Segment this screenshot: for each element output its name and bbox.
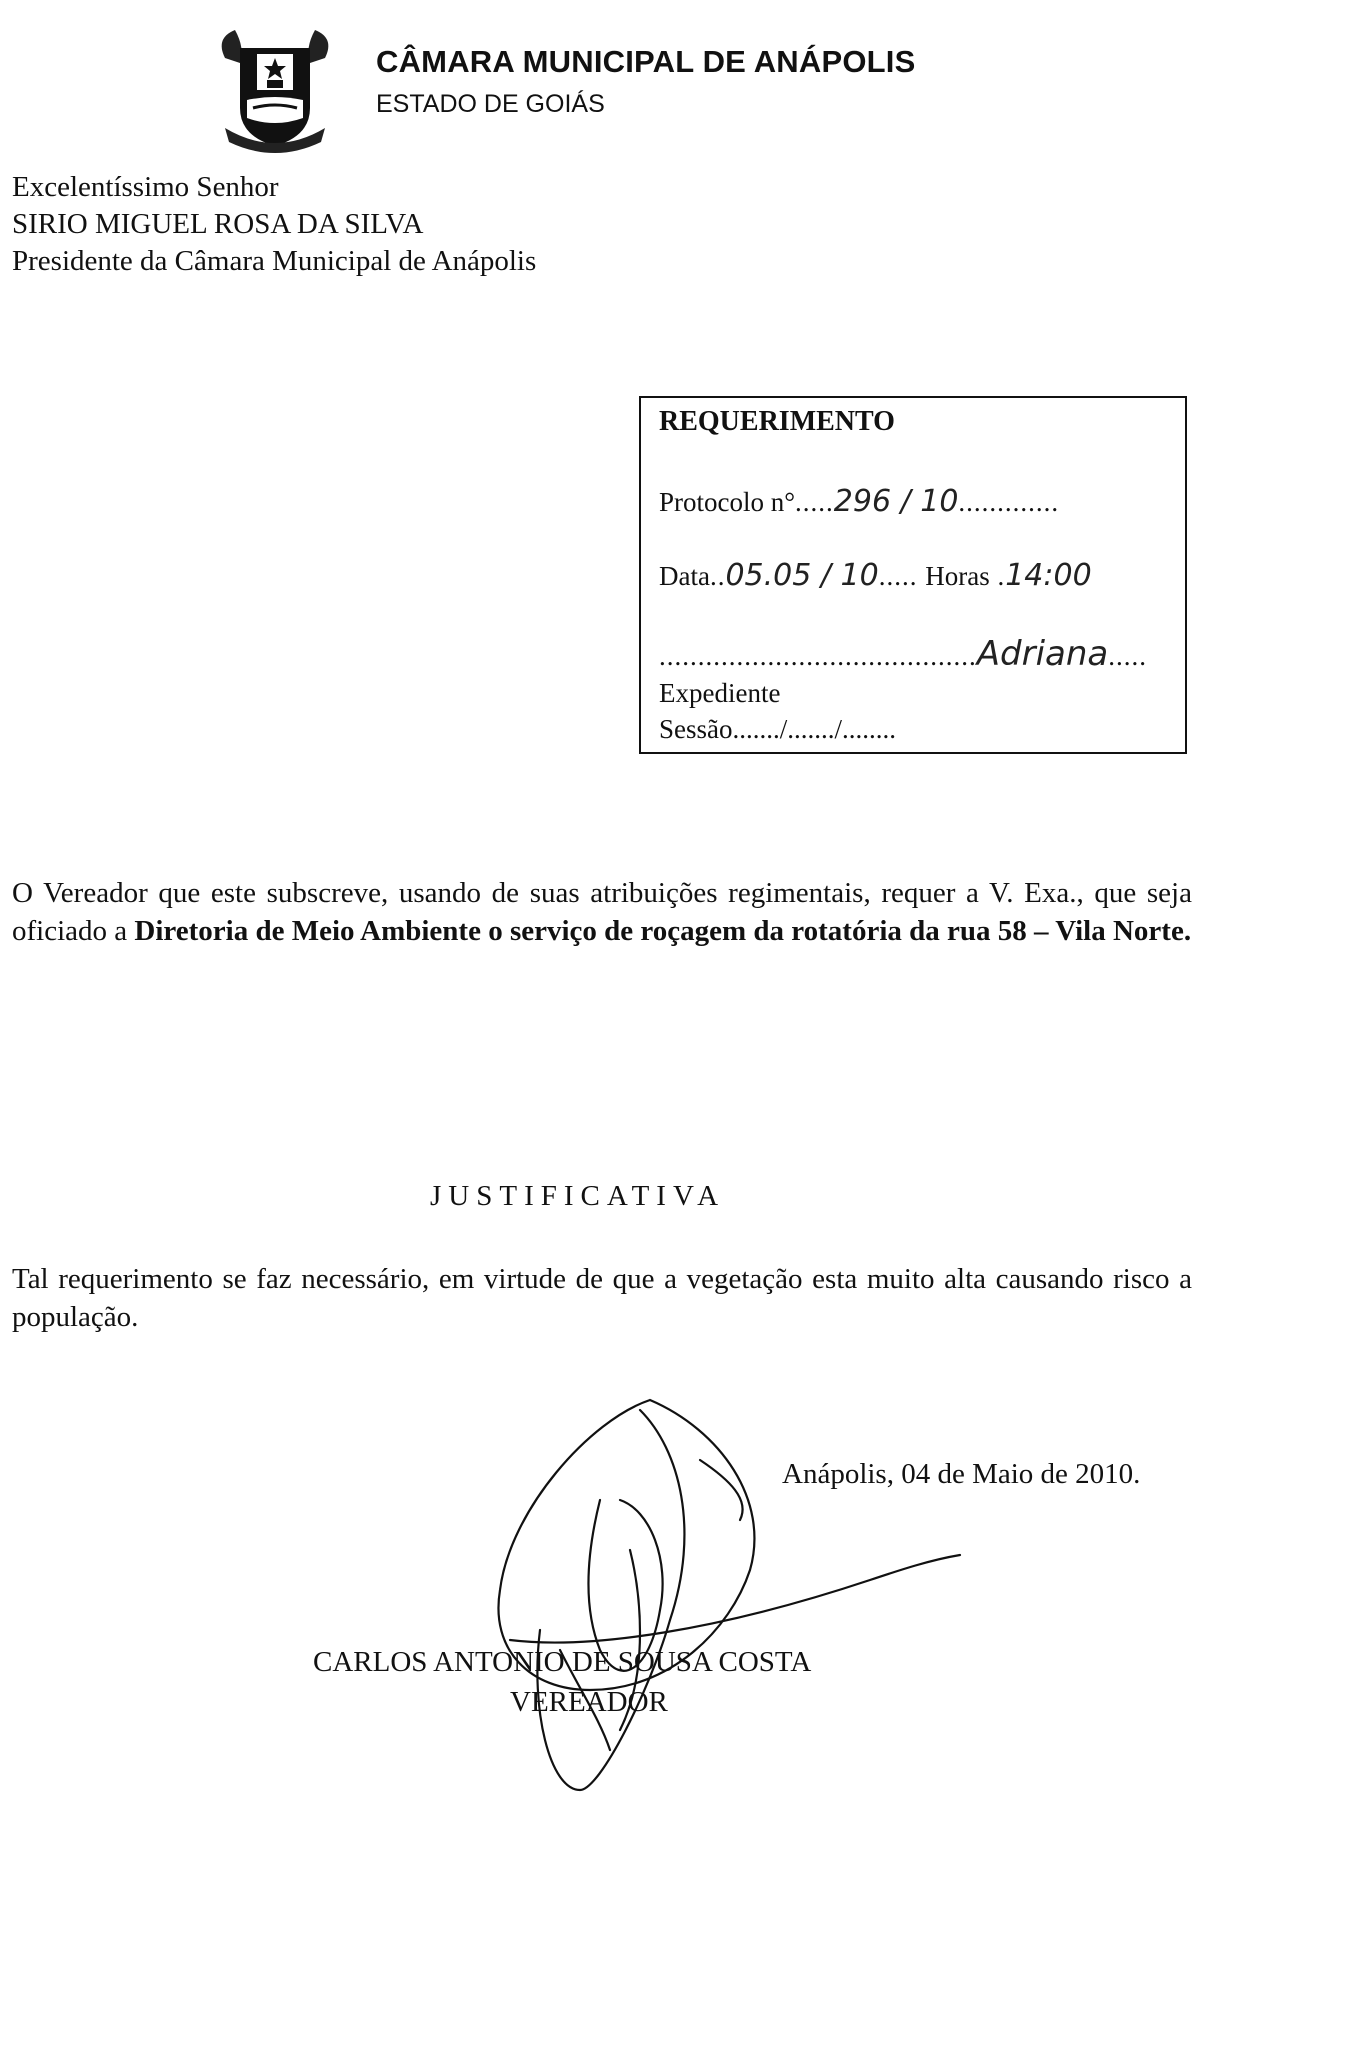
expediente-label: Expediente [659,678,781,708]
receiver-signature: Adriana [976,634,1109,674]
state-name: ESTADO DE GOIÁS [376,90,605,118]
salutation: Excelentíssimo Senhor [12,171,279,203]
protocol-stamp-box [639,396,1187,754]
request-paragraph [12,874,1192,950]
protocol-number-row: Protocolo n°.....296 / 10............. [659,484,1060,519]
author-role: VEREADOR [510,1686,668,1718]
addressee-role: Presidente da Câmara Municipal de Anápolis [12,245,537,277]
author-name: CARLOS ANTONIO DE SOUSA COSTA [313,1646,812,1678]
institution-name: CÂMARA MUNICIPAL DE ANÁPOLIS [376,44,916,79]
request-intro: O Vereador que este subscreve, usando de suas atribuições regimentais, requer a V. Exa., que seja oficiado a [12,877,1192,947]
addressee-name: SIRIO MIGUEL ROSA DA SILVA [12,208,424,240]
justification-heading: JUSTIFICATIVA [430,1180,726,1212]
protocol-box-title: REQUERIMENTO [659,406,895,437]
date-hours-row: Data..05.05 / 10..... Horas .14:00 [659,558,1092,593]
protocol-label: Protocolo n° [659,487,796,517]
date-value: 05.05 / 10 [725,558,879,593]
receiver-row: .........................................Adriana..... [659,634,1147,674]
author-signature [470,1390,990,1810]
request-emphasis: Diretoria de Meio Ambiente o serviço de roçagem da rotatória da rua 58 – Vila Norte. [134,915,1192,947]
hours-label: Horas [925,561,990,591]
date-label: Data [659,561,710,591]
place-and-date: Anápolis, 04 de Maio de 2010. [782,1458,1141,1490]
protocol-number-value: 296 / 10 [833,484,959,519]
municipal-crest-icon [205,18,345,158]
justification-text: Tal requerimento se faz necessário, em virtude de que a vegetação esta muito alta causando risco a população. [12,1263,1192,1333]
session-row: Sessão......./......./........ [659,714,897,744]
hours-value: 14:00 [1005,558,1092,593]
